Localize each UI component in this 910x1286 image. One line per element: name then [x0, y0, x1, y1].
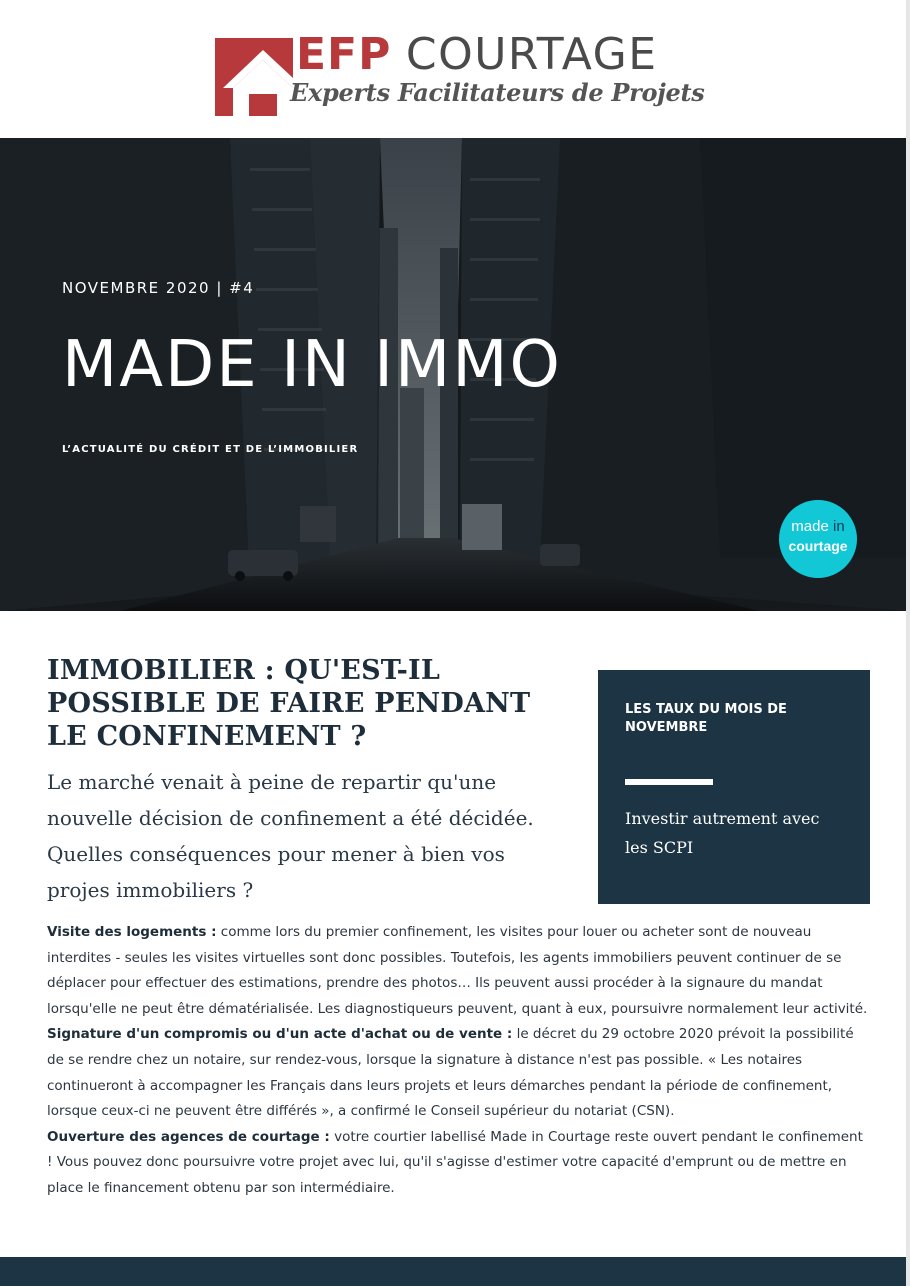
badge-courtage: courtage	[788, 538, 848, 554]
sidebar-link-scpi[interactable]: Investir autrement avec les SCPI	[625, 809, 820, 857]
page-edge	[906, 0, 910, 1286]
footer-bar	[0, 1257, 910, 1286]
article-lead: Le marché venait à peine de repartir qu'une nouvelle décision de confinement a été décidée. Quelles conséquences pour mener à bien vos projes immobiliers ?	[47, 770, 534, 902]
house-logo-icon	[215, 38, 293, 116]
article-title: IMMOBILIER : QU'EST-IL POSSIBLE DE FAIRE PENDANT LE CONFINEMENT ?	[47, 655, 531, 752]
section-heading: Ouverture des agences de courtage :	[47, 1128, 330, 1145]
badge-in: in	[833, 518, 845, 535]
sidebar-title: LES TAUX DU MOIS DE NOVEMBRE	[625, 702, 787, 735]
section-heading: Signature d'un compromis ou d'un acte d'achat ou de vente :	[47, 1026, 513, 1043]
section-signature	[47, 1022, 871, 1124]
newsletter-title: MADE IN IMMO	[62, 328, 562, 402]
section-text: le décret du 29 octobre 2020 prévoit la possibilité de se rendre chez un notaire, sur rendez-vous, lorsque la signature à distance n'est pas possible. « Les notaires continueront à accompagner les Français dans leurs projets et leurs démarches pendant la période de confinement, lorsque ceux-ci ne peuvent être différés », a confirmé le Conseil supérieur du notariat (CSN).	[47, 1026, 854, 1120]
made-in-courtage-badge	[779, 500, 857, 578]
section-visites	[47, 920, 871, 1022]
badge-line1	[779, 518, 857, 535]
section-text: votre courtier labellisé Made in Courtage reste ouvert pendant le confinement ! Vous pouvez donc poursuivre votre projet avec lui, qu'il s'agisse d'estimer votre capacité d'emprunt ou de mettre en place le financement obtenu par son intermédiaire.	[47, 1128, 863, 1196]
badge-made: made	[791, 518, 833, 535]
sidebar-box	[598, 670, 870, 904]
section-agences	[47, 1125, 871, 1202]
article-body	[47, 920, 871, 1202]
hero-banner	[0, 138, 910, 611]
issue-label: NOVEMBRE 2020 | #4	[62, 279, 255, 297]
newsletter-subtitle: L’ACTUALITÉ DU CRÉDIT ET DE L’IMMOBILIER	[62, 444, 359, 455]
brand-tagline: Experts Facilitateurs de Projets	[290, 78, 705, 107]
section-heading: Visite des logements :	[47, 924, 217, 940]
sidebar-divider	[625, 779, 713, 785]
section-text: comme lors du premier confinement, les visites pour louer ou acheter sont de nouveau interdites - seules les visites virtuelles sont donc possibles. Toutefois, les agents immobiliers peuvent continuer de se déplacer pour effectuer des estimations, prendre des photos… Ils peuvent aussi procéder à la signaure du mandat lorsqu'elle ne peut être dématérialisée. Les diagnostiqueurs peuvent, quant à eux, poursuivre normalement leur activité.	[47, 924, 868, 1017]
brand-name-efp: EFP	[296, 29, 392, 80]
header	[0, 0, 910, 138]
brand-name-courtage: COURTAGE	[405, 29, 658, 80]
brand-name	[296, 30, 658, 80]
